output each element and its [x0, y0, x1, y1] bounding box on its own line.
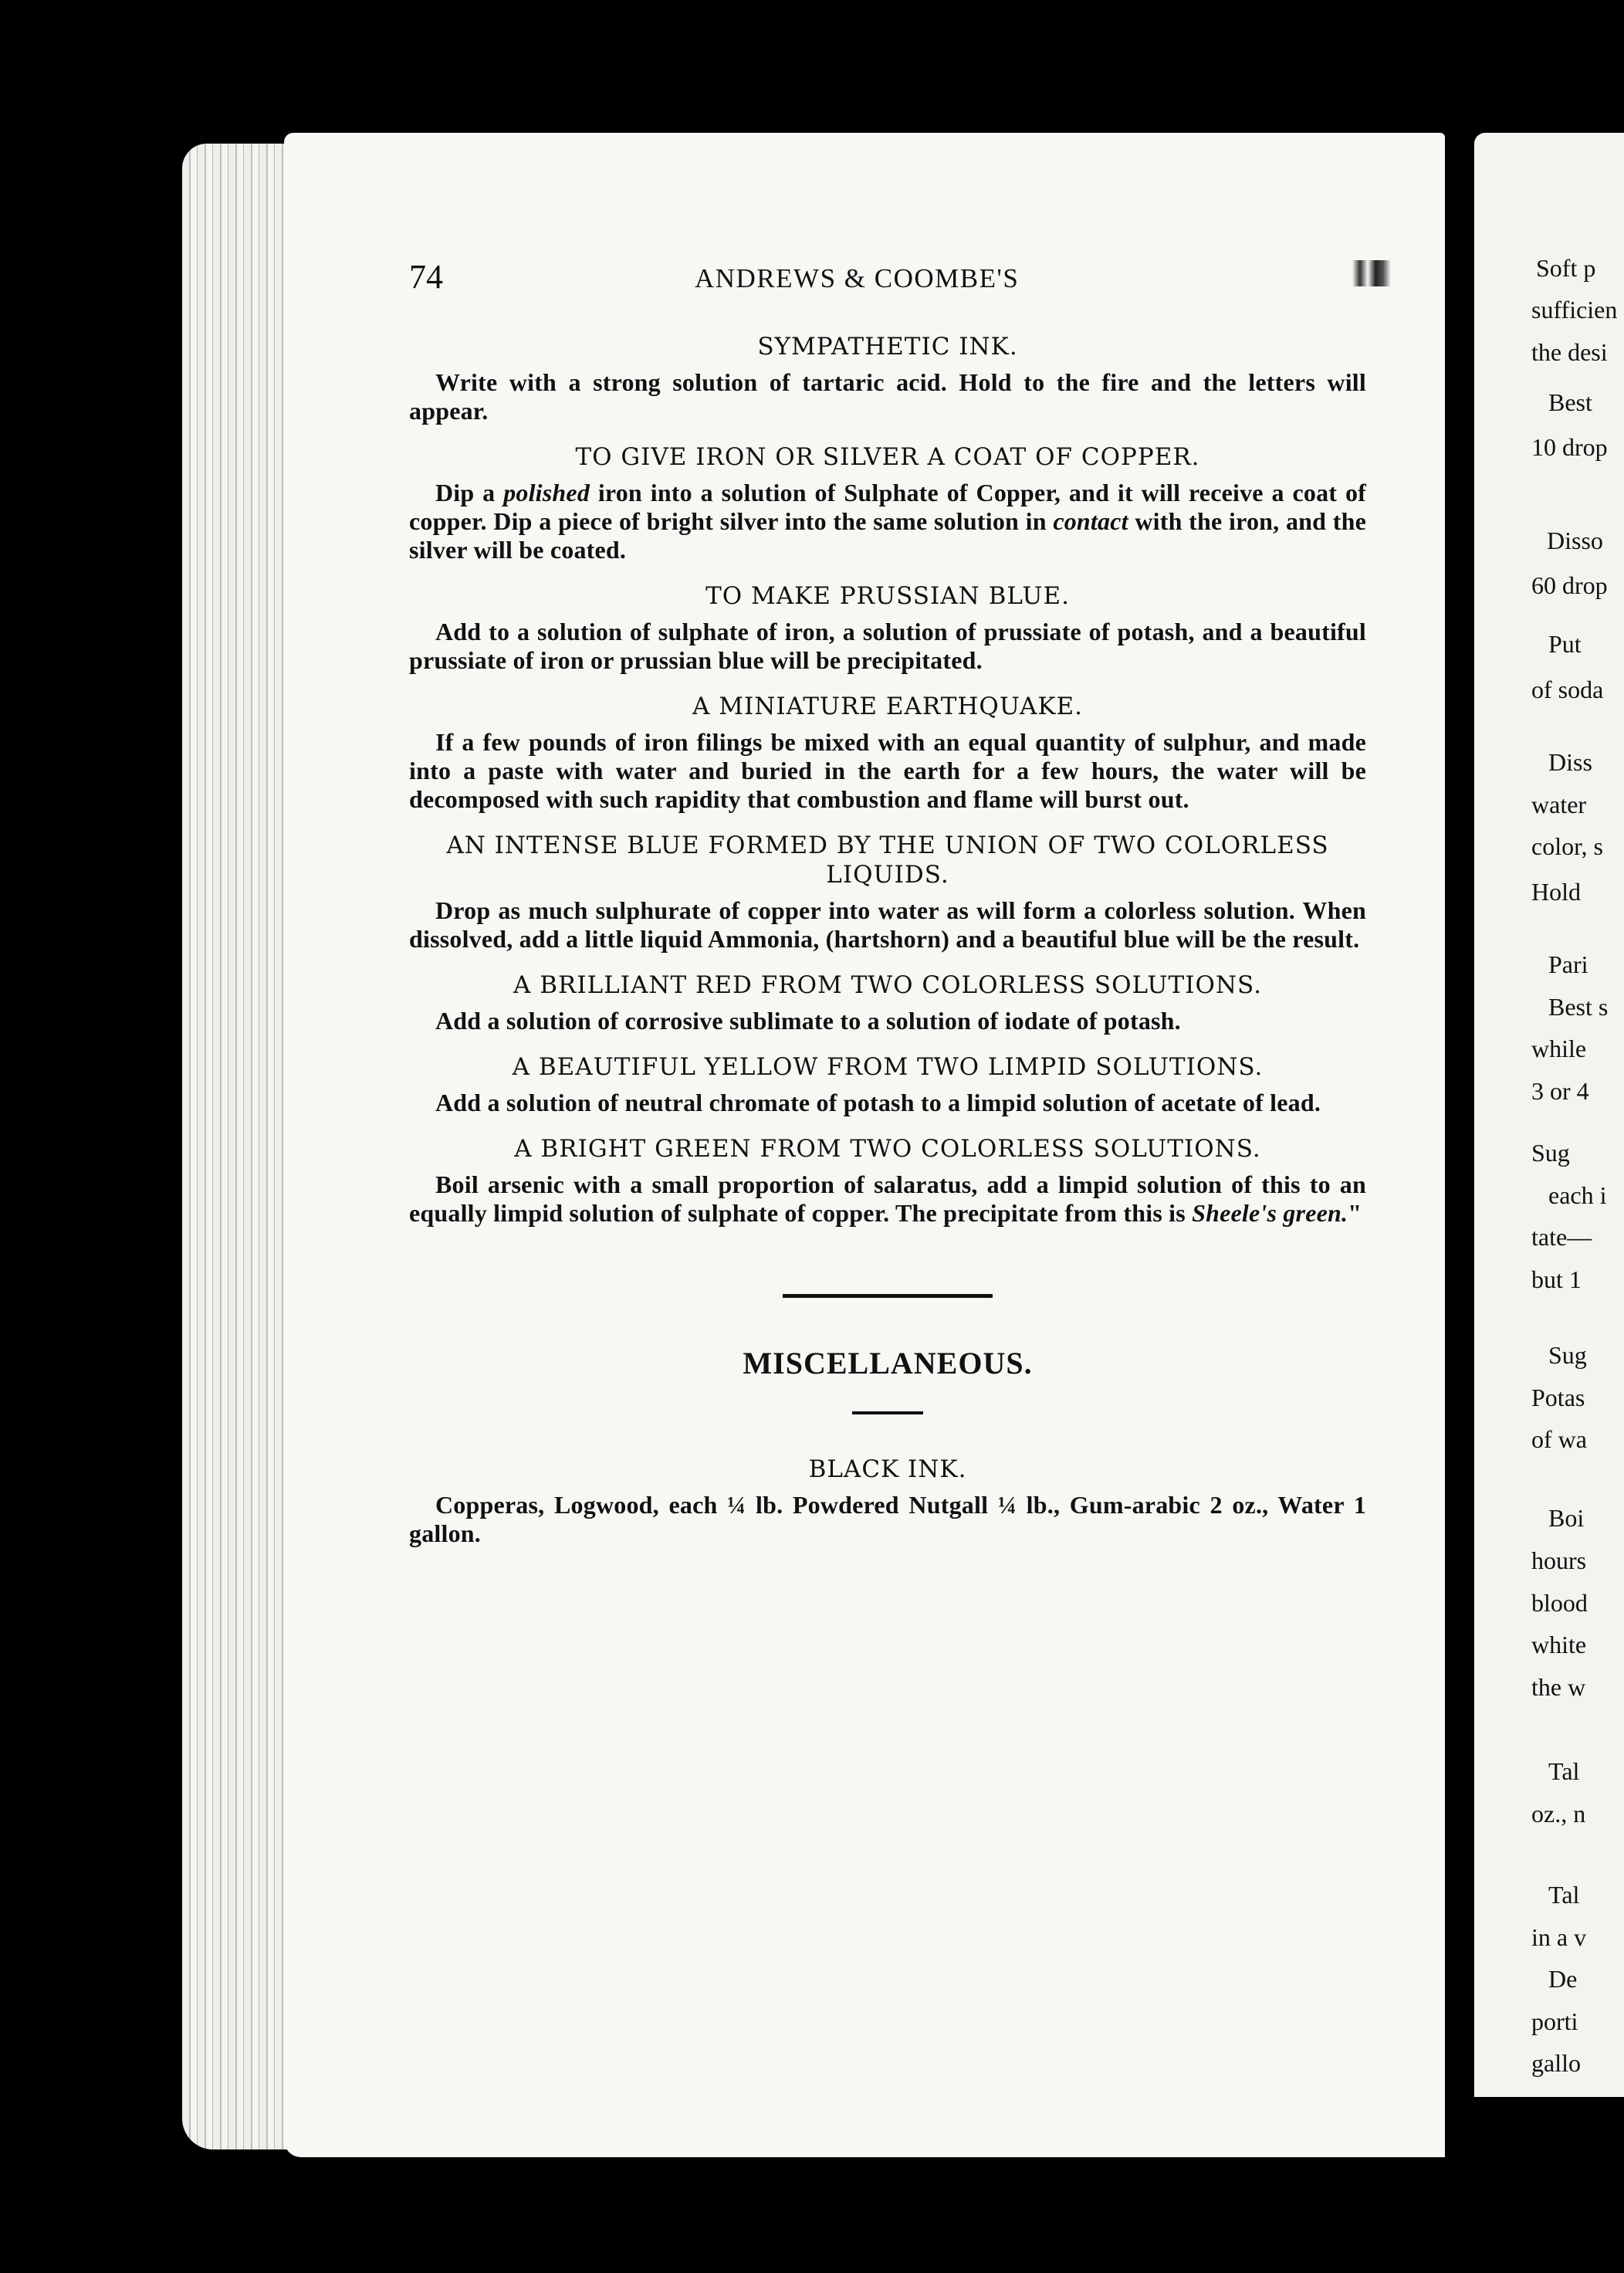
- page-edges: [182, 144, 298, 2149]
- facing-page: [1474, 133, 1624, 2097]
- facing-page-fragment: Sug: [1548, 1341, 1587, 1370]
- facing-page-fragment: the w: [1531, 1672, 1586, 1701]
- facing-page-fragment: while: [1531, 1035, 1587, 1063]
- text-run: Add to a solution of sulphate of iron, a solution of prussiate of potash, and a beautiful prussiate of iron or prussian blue will be precipitated.: [409, 618, 1366, 674]
- facing-page-fragment: Pari: [1548, 950, 1588, 979]
- facing-page-fragment: 3 or 4: [1531, 1077, 1589, 1106]
- facing-page-fragment: in a v: [1531, 1922, 1587, 1951]
- text-run: Dip a: [435, 479, 504, 506]
- facing-page-fragment: of wa: [1531, 1425, 1587, 1454]
- text-run: Boil arsenic with a small proportion of salaratus, add a limpid solution of this to an equally limpid solution of sulphate of copper. The precipitate from this is: [409, 1170, 1366, 1227]
- black-ink-body: Copperas, Logwood, each ¼ lb. Powdered Nutgall ¼ lb., Gum-arabic 2 oz., Water 1 gallon.: [409, 1491, 1366, 1547]
- facing-page-fragment: Tal: [1548, 1881, 1580, 1909]
- page-content: [409, 332, 1366, 1565]
- section-body: [409, 1170, 1366, 1228]
- facing-page-fragment: white: [1531, 1631, 1587, 1659]
- facing-page-fragment: Disso: [1547, 526, 1603, 554]
- facing-page-fragment: oz., n: [1531, 1799, 1586, 1828]
- facing-page-fragment: but 1: [1531, 1265, 1582, 1293]
- section-heading: SYMPATHETIC INK.: [757, 333, 1018, 361]
- page-number: 74: [409, 258, 443, 296]
- text-run: Add a solution of neutral chromate of potash to a limpid solution of acetate of lead.: [435, 1089, 1321, 1116]
- facing-page-fragment: sufficien: [1531, 296, 1618, 324]
- facing-page-fragment: tate—: [1531, 1223, 1592, 1252]
- text-run: If a few pounds of iron filings be mixed with an equal quantity of sulphur, and made into a paste with water and buried in the earth for a few hours, the water will be decomposed with such rapidity that combustion and flame will burst out.: [409, 728, 1366, 813]
- section-body: [409, 1089, 1366, 1117]
- facing-page-fragment: gallo: [1531, 2049, 1581, 2078]
- facing-page-fragment: 10 drop: [1531, 433, 1608, 462]
- italic-run: Sheele's green.: [1192, 1199, 1348, 1227]
- facing-page-fragment: blood: [1531, 1588, 1588, 1617]
- print-smudge: [1352, 260, 1391, 286]
- facing-page-fragment: Best s: [1548, 992, 1609, 1021]
- section-heading: A BEAUTIFUL YELLOW FROM TWO LIMPID SOLUTIONS.: [512, 1053, 1264, 1081]
- text-run: ": [1348, 1199, 1362, 1227]
- italic-run: polished: [503, 479, 590, 506]
- facing-page-fragment: Potas: [1531, 1383, 1585, 1411]
- text-run: Drop as much sulphurate of copper into water as will form a colorless solution. When dissolved, add a little liquid Ammonia, (hartshorn) and a beautiful blue will be the result.: [409, 896, 1366, 953]
- section-divider: [783, 1294, 993, 1298]
- section-body: [409, 368, 1366, 425]
- text-run: Add a solution of corrosive sublimate to a solution of iodate of potash.: [435, 1007, 1181, 1035]
- facing-page-fragment: Tal: [1548, 1756, 1580, 1785]
- facing-page-fragment: of soda: [1531, 675, 1604, 703]
- facing-page-fragment: De: [1548, 1965, 1578, 1994]
- running-title: ANDREWS & COOMBE'S: [695, 263, 1020, 293]
- section-heading: TO GIVE IRON OR SILVER A COAT OF COPPER.: [575, 443, 1200, 471]
- facing-page-fragment: the desi: [1531, 337, 1608, 366]
- section-body: [409, 896, 1366, 954]
- facing-page-fragment: Best: [1548, 388, 1592, 417]
- facing-page-fragment: Sug: [1531, 1139, 1570, 1167]
- facing-page-fragment: each i: [1548, 1181, 1607, 1209]
- running-header: [409, 257, 1391, 303]
- facing-page-fragment: Diss: [1548, 748, 1592, 777]
- facing-page-fragment: Put: [1548, 630, 1582, 659]
- facing-page-fragment: hours: [1531, 1546, 1587, 1574]
- section-body: [409, 479, 1366, 564]
- facing-page-fragment: water: [1531, 790, 1587, 818]
- facing-page-fragment: Soft p: [1536, 253, 1596, 282]
- section-body: [409, 618, 1366, 675]
- text-run: with the iron, and the silver will be coated.: [409, 507, 1366, 564]
- section-heading: A BRILLIANT RED FROM TWO COLORLESS SOLUTIONS.: [513, 971, 1262, 999]
- recipe-sections: [409, 332, 1366, 1228]
- facing-page-fragment: Boi: [1548, 1504, 1585, 1533]
- text-run: Write with a strong solution of tartaric acid. Hold to the fire and the letters will appear.: [409, 368, 1366, 425]
- miscellaneous-title: MISCELLANEOUS.: [743, 1346, 1033, 1380]
- section-heading: TO MAKE PRUSSIAN BLUE.: [705, 582, 1070, 610]
- facing-page-fragment: color, s: [1531, 832, 1603, 861]
- section-body: [409, 1007, 1366, 1035]
- section-heading: AN INTENSE BLUE FORMED BY THE UNION OF TWO COLORLESS LIQUIDS.: [446, 832, 1329, 889]
- section-heading: A MINIATURE EARTHQUAKE.: [692, 693, 1084, 720]
- black-ink-heading: BLACK INK.: [808, 1455, 967, 1483]
- facing-page-fragment: 60 drop: [1531, 571, 1608, 599]
- facing-page-fragment: Hold: [1531, 877, 1581, 906]
- facing-page-fragment: porti: [1531, 2007, 1578, 2035]
- short-divider: [852, 1411, 923, 1414]
- section-heading: A BRIGHT GREEN FROM TWO COLORLESS SOLUTIONS.: [514, 1135, 1261, 1163]
- text-run: iron into a solution of Sulphate of Copper, and it will receive a coat of copper. Dip a piece of bright silver into the same solution in: [409, 479, 1366, 535]
- italic-run: contact: [1053, 507, 1128, 535]
- section-body: [409, 728, 1366, 814]
- book-gutter: [1445, 133, 1474, 2157]
